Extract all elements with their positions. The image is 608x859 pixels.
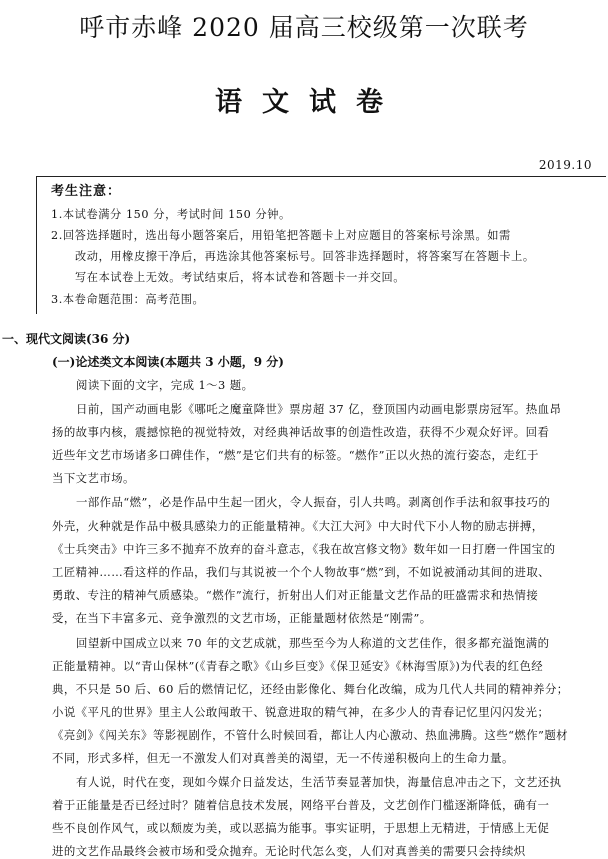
notice-title: 考生注意：: [51, 184, 122, 199]
exam-date: 2019.10: [538, 158, 592, 172]
body-line: 正能量精神。以“青山保林”(《青春之歌》《山乡巨变》《保卫延安》《林海雪原》)为代表的红色经: [52, 659, 544, 673]
body-line: 一部作品“燃”，必是作品中生起一团火，令人振奋，引人共鸣。剥离创作手法和叙事技巧的: [76, 495, 551, 509]
body-line: 回望新中国成立以来 70 年的文艺成就，那些至今为人称道的文艺佳作，很多都充溢饱满的: [76, 636, 550, 650]
notice-item: 1.本试卷满分 150 分，考试时间 150 分钟。: [51, 208, 291, 221]
body-line: 受，在当下丰富多元、竞争激烈的文艺市场，正能量题材依然是“刚需”。: [52, 611, 432, 625]
notice-box: [36, 176, 606, 314]
notice-item: 写在本试卷上无效。考试结束后，将本试卷和答题卡一并交回。: [75, 271, 406, 284]
exam-title: 呼市赤峰 2020 届高三校级第一次联考: [79, 13, 529, 42]
body-line: 扬的故事内核，震撼惊艳的视觉特效，对经典神话故事的创造性改造，获得不少观众好评。回看: [52, 425, 550, 439]
body-line: 近些年文艺市场诸多口碑佳作，“燃”是它们共有的标签。“燃作”正以火热的流行姿态，走红于: [52, 448, 539, 462]
body-line: 日前，国产动画电影《哪吒之魔童降世》票房超 37 亿，登顶国内动画电影票房冠军。热血昂: [76, 402, 562, 416]
body-line: 典，不只是 50 后、60 后的燃情记忆，还经由影像化、舞台化改编，成为几代人共同的精神养分；: [52, 682, 569, 696]
body-line: 不同，形式多样，但无一不激发人们对真善美的渴望，无一不传递积极向上的生命力量。: [52, 751, 514, 765]
body-line: 工匠精神……看这样的作品，我们与其说被一个个人物故事“燃”到，不如说被涌动其间的进取、: [52, 565, 551, 579]
body-line: 有人说，时代在变，现如今媒介日益发达，生活节奏显著加快，海量信息冲击之下，文艺还执: [76, 775, 562, 789]
body-line: 《亮剑》《闯关东》等影视剧作，不管什么时候回看，都让人内心激动、热血沸腾。这些“燃作”题材: [52, 728, 568, 742]
body-line: 《士兵突击》中许三多不抛弃不放弃的奋斗意志，《我在故宫修文物》数年如一日打磨一件国宝的: [52, 542, 556, 556]
notice-item: 2.回答选择题时，选出每小题答案后，用铅笔把答题卡上对应题目的答案标号涂黑。如需: [51, 229, 511, 242]
body-line: 当下文艺市场。: [52, 471, 135, 485]
body-line: 阅读下面的文字，完成 1～3 题。: [76, 378, 254, 392]
section-title: 一、现代文阅读(36 分): [2, 332, 131, 346]
body-line: 进的文艺作品最终会被市场和受众抛弃。无论时代怎么变，人们对真善美的需要只会持续炽: [52, 844, 526, 858]
subject-title: 语文试卷: [215, 87, 403, 118]
body-line: 勇敢、专注的精神气质感染。“燃作”流行，折射出人们对正能量文艺作品的旺盛需求和热情接: [52, 588, 539, 602]
notice-item: 改动，用橡皮擦干净后，再选涂其他答案标号。回答非选择题时，将答案写在答题卡上。: [75, 250, 535, 263]
body-line: 外壳，火种就是作品中极具感染力的正能量精神。《大江大河》中大时代下小人物的励志拼搏，: [52, 519, 544, 533]
subsection-title: (一)论述类文本阅读(本题共 3 小题，9 分): [52, 355, 284, 369]
notice-item: 3.本卷命题范围：高考范围。: [51, 293, 205, 306]
body-line: 着于正能量是否已经过时？随着信息技术发展，网络平台普及，文艺创作门槛逐渐降低，确有一: [52, 798, 550, 812]
body-line: 些不良创作风气，或以颓废为美，或以恶搞为能事。事实证明，于思想上无精进，于情感上无促: [52, 821, 550, 835]
body-line: 小说《平凡的世界》里主人公敢闯敢干、锐意进取的精气神，在多少人的青春记忆里闪闪发光；: [52, 705, 550, 719]
